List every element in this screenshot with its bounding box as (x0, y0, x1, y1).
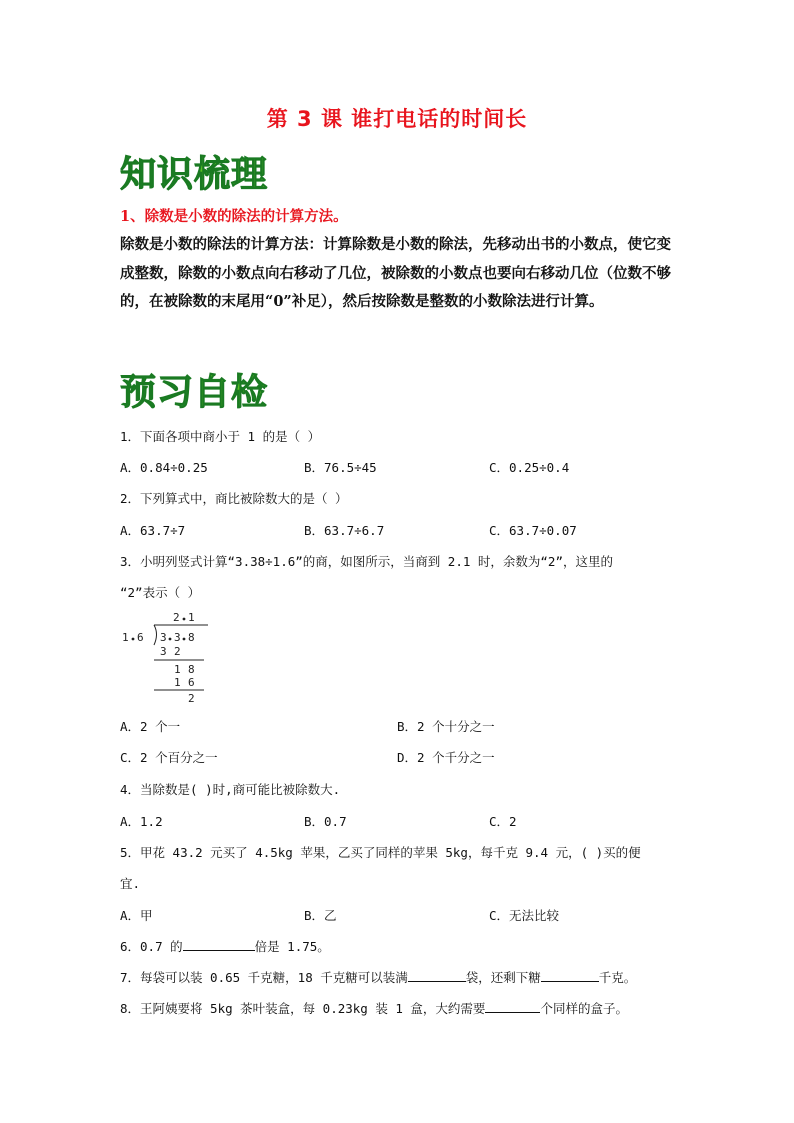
dividend-decimal-point (169, 638, 172, 641)
knowledge-banner (120, 146, 268, 197)
q5-stem-line1: 5．甲花 43.2 元买了 4.5kg 苹果，乙买了同样的苹果 5kg，每千克 9.4 元，( )买的便 (120, 845, 641, 860)
q5-option-a: A．甲 (120, 908, 153, 923)
q3-option-a: A．2 个一 (120, 719, 181, 734)
q1-option-c: C．0.25÷0.4 (489, 460, 570, 475)
q6-line (120, 937, 330, 955)
q3-stem-line1: 3．小明列竖式计算“3.38÷1.6”的商，如图所示，当商到 2.1 时，余数为“2”，这里的 (120, 554, 613, 569)
q1-stem: 1．下面各项中商小于 1 的是（ ） (120, 429, 321, 444)
step2-digit: 1 (174, 663, 181, 676)
q1-option-b: B．76.5÷45 (304, 460, 377, 475)
step2-digit: 8 (188, 663, 195, 676)
preview-banner (120, 364, 268, 415)
q7-answer-blank-2[interactable] (541, 969, 599, 982)
q2-option-a: A．63.7÷7 (120, 523, 186, 538)
dividend-digit: 8 (188, 631, 195, 644)
q7-text-post: 千克。 (598, 970, 637, 985)
q7-answer-blank-1[interactable] (408, 969, 466, 982)
q3-option-c: C．2 个百分之一 (120, 750, 218, 765)
step1-digit: 2 (174, 645, 181, 658)
q3-option-b: B．2 个十分之一 (397, 719, 495, 734)
q8-answer-blank[interactable] (485, 1000, 540, 1013)
q2-option-c: C．63.7÷0.07 (489, 523, 577, 538)
quotient-decimal-point (183, 618, 186, 621)
q2-option-b: B．63.7÷6.7 (304, 523, 385, 538)
banner-light-text: 自检 (194, 372, 269, 413)
q7-text-pre: 7．每袋可以装 0.65 千克糖，18 千克糖可以装满 (120, 970, 408, 985)
quotient-digit: 1 (188, 611, 195, 624)
q4-option-b: B．0.7 (304, 814, 347, 829)
page-title: 第 3 课 谁打电话的时间长 (266, 107, 528, 131)
q6-text-post: 倍是 1.75。 (254, 939, 330, 954)
dividend-digit: 3 (174, 631, 181, 644)
q6-text-pre: 6．0.7 的 (120, 939, 183, 954)
q7-line (120, 968, 636, 986)
q1-option-a: A．0.84÷0.25 (120, 460, 208, 475)
knowledge-body: 除数是小数的除法的计算方法：计算除数是小数的除法，先移动出书的小数点，使它变成整数，除数的小数点向右移动了几位，被除数的小数点也要向右移动几位（位数不够的，在被除数的末尾用“0”补足），然后按除数是整数的小数除法进行计算。 (120, 236, 671, 310)
q5-option-c: C．无法比较 (489, 908, 560, 923)
banner-dark-text: 预习 (120, 372, 195, 413)
q3-option-d: D．2 个千分之一 (397, 750, 495, 765)
q4-option-a: A．1.2 (120, 814, 163, 829)
q8-text-pre: 8．王阿姨要将 5kg 茶叶装盒，每 0.23kg 装 1 盒，大约需要 (120, 1001, 486, 1016)
q5-stem-line2: 宜. (120, 876, 141, 891)
q6-answer-blank[interactable] (183, 938, 255, 951)
long-division-figure (118, 609, 218, 705)
divisor-digit: 1 (122, 631, 129, 644)
q3-stem-line2: “2”表示（ ） (120, 585, 201, 600)
q7-text-mid: 袋，还剩下糖 (465, 970, 541, 985)
banner-dark-text: 知识 (120, 154, 195, 195)
q8-text-post: 个同样的盒子。 (540, 1001, 628, 1016)
divisor-decimal-point (132, 638, 135, 641)
quotient-digit: 2 (173, 611, 180, 624)
step3-digit: 1 (174, 676, 181, 689)
division-bracket (154, 625, 157, 645)
q4-stem: 4．当除数是( )时,商可能比被除数大. (120, 782, 341, 797)
q5-option-b: B．乙 (304, 908, 337, 923)
knowledge-heading: 1、除数是小数的除法的计算方法。 (120, 208, 348, 225)
q4-option-c: C．2 (489, 814, 517, 829)
q2-stem: 2．下列算式中，商比被除数大的是（ ） (120, 491, 348, 506)
remainder-digit: 2 (188, 692, 195, 705)
q8-line (120, 999, 628, 1017)
step3-digit: 6 (188, 676, 195, 689)
banner-light-text: 梳理 (194, 154, 269, 195)
step1-digit: 3 (160, 645, 167, 658)
divisor-digit: 6 (137, 631, 144, 644)
dividend-decimal-point (183, 638, 186, 641)
dividend-digit: 3 (160, 631, 167, 644)
